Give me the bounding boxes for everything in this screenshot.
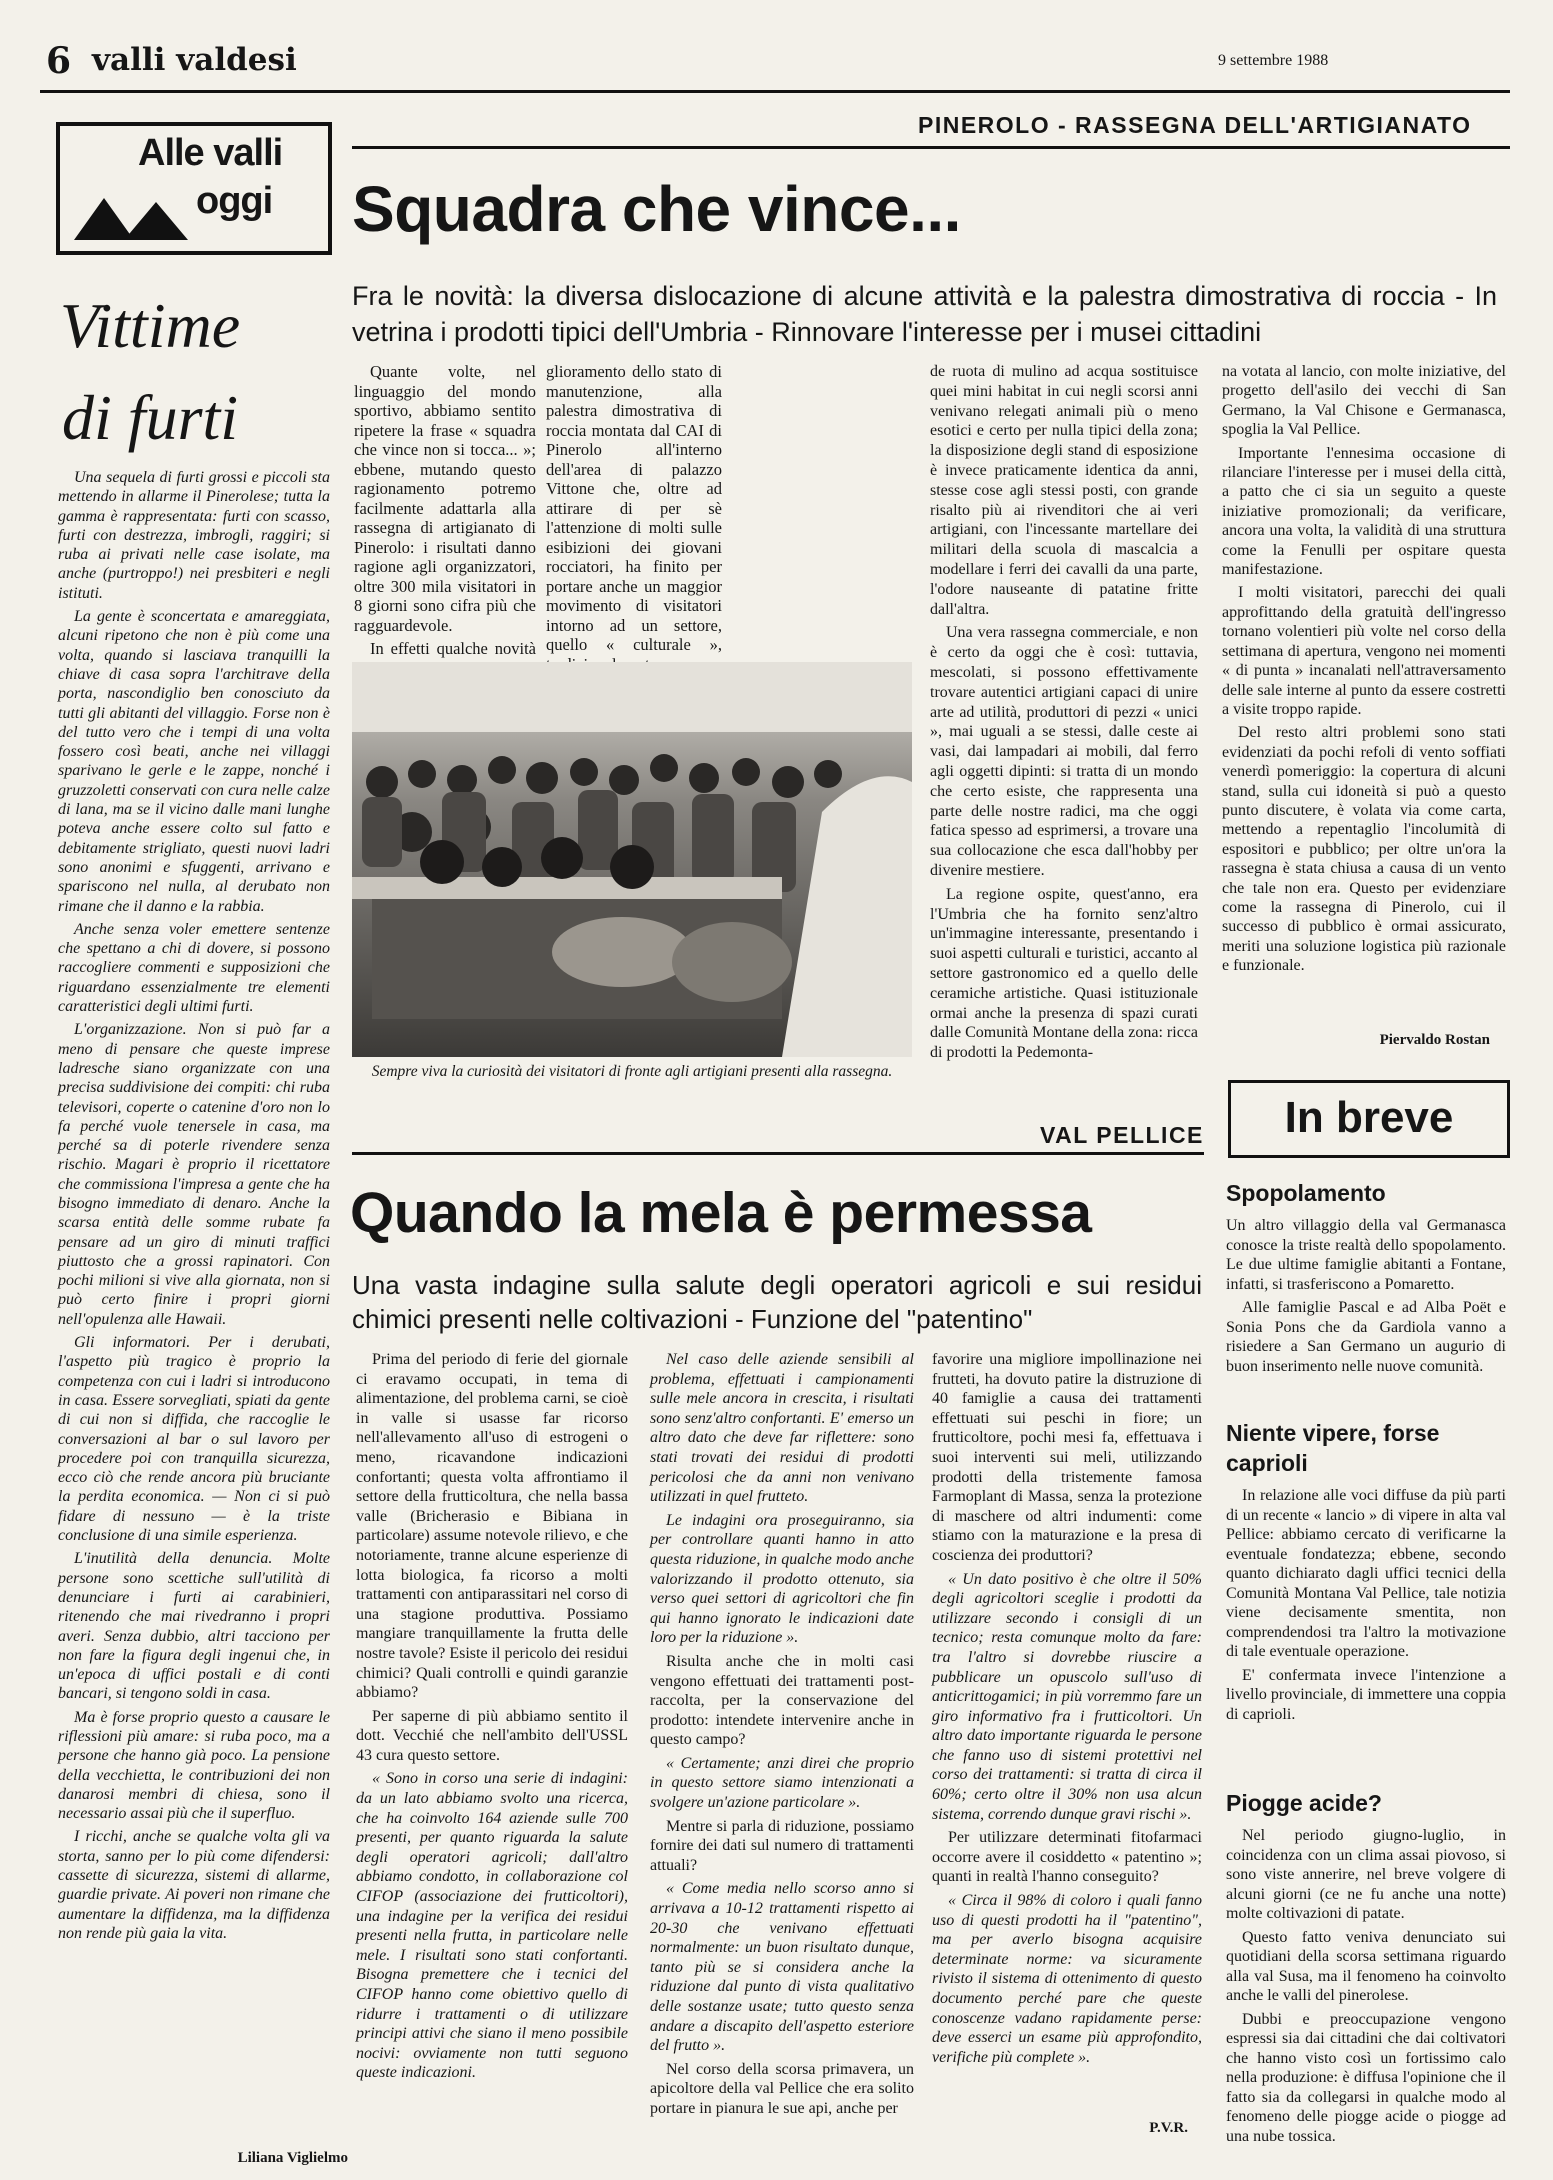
fair-visitors-photo xyxy=(352,662,912,1057)
mela-section-rule xyxy=(352,1152,1204,1155)
vittime-paragraph: La gente è sconcertata e amareggiata, alcuni ripetono che non è più come una volta, quando si lasciava tranquilli la chiave di casa sopra l'architrave della porta, nascondiglio ben conosciuto da tutti gli abitanti del villaggio. Forse non è del tutto vero che i tempi di una volta fossero così beati, anche nei villaggi sparivano le gerle e le zappe, nonché i gruzzoletti conservati con cura nelle calze di lana, ma se il vicino dalle mani lunghe poteva anche essere colto sul fatto e debitamente strigliato, questi nuovi ladri sono anonimi e sfuggenti, arrivano e spariscono nel nulla, al derubato non rimane che il danno e la rabbia. xyxy=(58,608,330,915)
breve-item-heading: Niente vipere, forse caprioli xyxy=(1226,1420,1440,1476)
mountains-icon xyxy=(74,196,192,240)
squadra-paragraph: na votata al lancio, con molte iniziative, del progetto dell'asilo dei vecchi di San Germano, la Val Chisone e Germanasca, spoglia la Val Pellice. xyxy=(1222,363,1506,439)
mela-column-1 xyxy=(356,1350,628,2087)
mela-paragraph: Nel corso della scorsa primavera, un apicoltore della val Pellice che era solito portare in pianura le sue api, anche per xyxy=(650,2060,914,2117)
squadra-paragraph: de ruota di mulino ad acqua sostituisce quei mini habitat in cui negli scorsi anni venivano relegati animali più o meno esotici e certo per nulla tipici della zona; la disposizione degli stand di esposizione è invece praticamente identica da anni, stesse cose agli stessi posti, con grande risalto più ai rivenditori che ai veri artigiani, con l'incessante martellare dei militari della scuola di mascalcia a modellare i ferri dei cavalli da una parte, l'odore nauseante di patatine fritte dall'altra. xyxy=(930,363,1198,618)
mela-paragraph: Nel caso delle aziende sensibili al problema, effettuati i campionamenti sulle mele ancora in crescita, i risultati sono senz'altro confortanti. E' emerso un altro dato che deve far riflettere: sono stati trovati dei residui di prodotti pericolosi che da anni non venivano utilizzati in quel frutteto. xyxy=(650,1351,914,1506)
squadra-paragraph: glioramento dello stato di manutenzione, alla palestra dimostrativa di roccia montata dal CAI di Pinerolo all'interno dell'area di palazzo Vittone che, oltre ad attirare di per sè l'attenzione di molti sulle esibizioni dei giovani rocciatori, ha finito per portare anche un maggior movimento di visitatori intorno ad un settore, quello « culturale », xyxy=(546,362,722,654)
vittime-paragraph: L'inutilità della denuncia. Molte persone sono scettiche sull'utilità di denunciare i furti ai carabinieri, ritenendo che mai rivedranno i propri averi. Senza dubbio, altri tacciono per non fare la figura degli ingenui che, in un'epoca di uffici postali e di conti bancari, si tengono soldi in casa. xyxy=(58,1550,330,1703)
squadra-paragraph: In effetti qualche novità xyxy=(370,639,536,658)
mela-paragraph: Prima del periodo di ferie del giornale ci eravamo occupati, in tema di alimentazione, del problema carni, se cioè in valle si usasse far ricorso nell'allevamento all'uso di estrogeni o meno, ricavandone indicazioni confortanti; questa volta affrontiamo il settore della frutticoltura, che nella bassa valle (Bricherasio e Bibiana in particolare) assume notevole rilievo, e che notoriamente, tranne alcune esperienze di lotta biologica, fa ricorso a molti trattamenti con antiparassitari nel corso di una stagione produttiva. Possiamo mangiare tranquillamente la frutta delle nostre tavole? Esiste il pericolo dei residui chimici? Quali controlli e quindi garanzie abbiamo? xyxy=(356,1351,628,1702)
squadra-paragraph: Importante l'ennesima occasione di rilanciare l'interesse per i musei della città, a patto che ci sia un seguito a queste iniziative promozionali; da verificare, ancora una volta, la validità di una struttura come la Fenulli per ospitare questa manifestazione. xyxy=(1222,444,1506,579)
mela-paragraph: « Un dato positivo è che oltre il 50% degli agricoltori sceglie i prodotti da utilizzare secondo i consigli di un tecnico; resta comunque molto da fare: tra l'altro si dovrebbe riuscire a pubblicare un opuscolo sull'uso di anticrittogamici; in più vorremmo fare un giro informativo fra i frutticoltori. Un altro dato importante riguarda le persone che fanno uso di sistemi protettivi nel corso dei trattamenti: si tratta di circa il 60%; certo oltre il 30% non usa alcun sistema, correndo dunque gravi rischi ». xyxy=(932,1570,1202,1823)
issue-date: 9 settembre 1988 xyxy=(1218,52,1329,69)
mela-paragraph: « Circa il 98% di coloro i quali fanno uso di questi prodotti ha il "patentino", ma per averlo bisogna acquisire determinate norme: va sicuramente rivisto il sistema di ottenimento di questo documento perché pare che queste conoscenze vadano rapidamente perse: deve esserci un esame più approfondito, verifiche più complete ». xyxy=(932,1892,1202,2066)
column-logo xyxy=(56,122,332,255)
vittime-body xyxy=(58,468,330,1947)
vittime-paragraph: Anche senza voler emettere sentenze che spettano a chi di dovere, si possono raccogliere commenti e supposizioni che riguardano essenzialmente tre elementi caratteristici degli ultimi furti. xyxy=(58,920,330,1016)
vittime-paragraph: Gli informatori. Per i derubati, l'aspetto più tragico è proprio la competenza con cui i ladri si introducono in casa. Essere sorvegliati, spiati da gente di cui non si diffida, che raccoglie le conversazioni al bar o sul lavoro per procedere poi con tranquilla sicurezza, ecco ciò che rende ancora più bruciante la perdita economica. — Non ci si può fidare di nessuno — è la triste conclusione di una simile esperienza. xyxy=(58,1334,330,1545)
mela-column-3 xyxy=(932,1350,1202,2071)
squadra-headline: Squadra che vince... xyxy=(352,173,961,245)
breve-item-text xyxy=(1226,1826,1506,2150)
breve-paragraph: E' confermata invece l'intenzione a livello provinciale, di immettere una coppia di caprioli. xyxy=(1226,1666,1506,1723)
vittime-paragraph: L'organizzazione. Non si può far a meno di pensare che queste imprese ladresche siano organizzate con una precisa suddivisione dei compiti: chi ruba televisori, coperte o catenine d'oro non lo fa perché vuole tenersele in casa, ma perché sa di poterle rivendere senza rischio. Magari è proprio il ricettatore che commissiona l'impresa a gente che ha bisogno immediato di denaro. Anche la scarsa entità delle somme rubate fa pensare ad un giro di minuti traffici piuttosto che a grossi rapinatori. Con pochi milioni si vive alla giornata, non si può certo finire i propri giorni nell'opulenza alle Hawaii. xyxy=(58,1021,330,1328)
mela-paragraph: « Come media nello scorso anno si arrivava a 10-12 trattamenti rispetto ai 20-30 che venivano effettuati normalmente: un buon risultato dunque, tanto più se si considera anche la riduzione dal punto di vista qualitativo delle sostanze usate; tutto questo senza andare a discapito dell'aspetto esteriore del frutto ». xyxy=(650,1880,914,2055)
breve-paragraph: Alle famiglie Pascal e ad Alba Poët e Sonia Pons che da Gardiola vanno a risiedere a San Germano un augurio di buon inserimento nelle nuove comunità. xyxy=(1226,1299,1506,1375)
breve-paragraph: Un altro villaggio della val Germanasca conosce la triste realtà dello spopolamento. Le due ultime famiglie abitanti a Fontane, infatti, si trasferiscono a Pomaretto. xyxy=(1226,1217,1506,1293)
squadra-deck: Fra le novità: la diversa dislocazione di alcune attività e la palestra dimostrativa di roccia - In vetrina i prodotti tipici dell'Umbria - Rinnovare l'interesse per i musei cittadini xyxy=(352,281,1497,347)
vittime-headline-line1: Vittime xyxy=(60,290,241,361)
breve-paragraph: In relazione alle voci diffuse da più parti di un recente « lancio » di vipere in alta val Pellice: abbiamo cercato di verificarne la eventuale fondatezza; ebbene, secondo quanto dichiarato dagli uffici tecnici della Comunità Montana Val Pellice, tale notizia viene decisamente smentita, non comprendendosi tra l'altro la motivazione di tale eventuale operazione. xyxy=(1226,1487,1506,1660)
page-number: 6 xyxy=(46,40,72,82)
newspaper-name: valli valdesi xyxy=(92,42,297,78)
in-breve-box: In breve xyxy=(1228,1080,1510,1158)
photo-caption: Sempre viva la curiosità dei visitatori di fronte agli artigiani presenti alla rassegna. xyxy=(371,1063,893,1080)
vittime-headline xyxy=(60,280,340,464)
mela-paragraph: Per utilizzare determinati fitofarmaci occorre avere il cosiddetto « patentino »; quanti in realtà l'hanno conseguito? xyxy=(932,1829,1202,1886)
vittime-headline-line2: di furti xyxy=(62,382,239,453)
breve-paragraph: Nel periodo giugno-luglio, in coincidenza con un clima assai piovoso, si sono viste annerire, nel breve volgere di alcuni giorni (ce ne fu anche una notte) molte coltivazioni di patate. xyxy=(1226,1827,1506,1922)
mela-deck: Una vasta indagine sulla salute degli operatori agricoli e sui residui chimici presenti nelle coltivazioni - Funzione del "patentino" xyxy=(352,1270,1202,1334)
squadra-section-label: PINEROLO - RASSEGNA DELL'ARTIGIANATO xyxy=(918,112,1472,138)
squadra-byline: Piervaldo Rostan xyxy=(1379,1032,1490,1048)
squadra-column-4 xyxy=(1222,362,1506,980)
vittime-paragraph: Una sequela di furti grossi e piccoli sta mettendo in allarme il Pinerolese; tutta la gamma è rappresentata: furti con scasso, furti con destrezza, imbrogli, raggiri; si ruba ai privati nelle case isolate, ma anche (purtroppo!) nei presbiteri e negli istituti. xyxy=(58,469,330,602)
breve-item-text xyxy=(1226,1216,1506,1380)
squadra-section-rule xyxy=(352,146,1510,149)
breve-item-text xyxy=(1226,1486,1506,1728)
squadra-paragraph: Quante volte, nel linguaggio del mondo sportivo, abbiamo sentito ripetere la frase « squadra che vince non si tocca... »; ebbene, mutando questo ragionamento potremo facilmente adattarla alla rassegna di artigianato di Pinerolo: i risultati danno ragione agli organizzatori, oltre 300 mila visitatori in 8 giorni sono cifra più che ragguardevole. xyxy=(354,362,536,635)
mela-paragraph: « Sono in corso una serie di indagini: da un lato abbiamo svolto una ricerca, che ha coinvolto 164 aziende sulle 700 presenti, per quanto riguarda la salute degli operatori agricoli; dall'altro abbiamo condotto, in collaborazione col CIFOP (associazione dei frutticoltori), una indagine per la verifica dei residui presenti nella frutta, in particolare nelle mele. I risultati sono stati confortanti. Bisogna premettere che i tecnici del CIFOP hanno come obiettivo quello di ridurre i trattamenti o di utilizzare principi attivi che siano il meno possibile nocivi: ovviamente non tutti seguono queste indicazioni. xyxy=(356,1770,628,2082)
mela-paragraph: Mentre si parla di riduzione, possiamo fornire dei dati sul numero di trattamenti attuali? xyxy=(650,1817,914,1874)
breve-paragraph: Dubbi e preoccupazione vengono espressi sia dai cittadini che dai coltivatori che hanno visto così un fortissimo calo nella produzione: è diffusa l'opinione che il fatto sia da collegarsi in qualche modo al fenomeno delle piogge acide o piogge ad una nube tossica. xyxy=(1226,2010,1506,2145)
mela-column-2 xyxy=(650,1350,914,2123)
mela-paragraph: « Certamente; anzi direi che proprio in questo settore siamo intenzionati a svolgere un'azione particolare ». xyxy=(650,1754,914,1812)
mela-headline: Quando la mela è permessa xyxy=(350,1181,1092,1245)
squadra-column-3 xyxy=(930,362,1198,1067)
squadra-paragraph: I molti visitatori, parecchi dei quali approfittando della gratuità dell'ingresso tornano volentieri più volte nel corso della settimana di apertura, vengono nei momenti « di punta » incanalati nell'attraversamento delle sale interne al punto da essere costretti a visite troppo rapide. xyxy=(1222,584,1506,718)
mela-paragraph: Le indagini ora proseguiranno, sia per controllare quanti hanno in atto questa riduzione, in qualche modo anche valorizzando il prodotto ottenuto, sia verso quei settori di agricoltori che fin qui hanno ignorato le indicazioni date loro per la riduzione ». xyxy=(650,1511,914,1647)
breve-item-heading: Spopolamento xyxy=(1226,1180,1386,1206)
vittime-paragraph: I ricchi, anche se qualche volta gli va storta, sanno per lo più come difendersi: cassette di sicurezza, sistemi di allarme, guardie private. Ai poveri non rimane che aumentare la diffidenza, ma la diffidenza non rende più gaia la vita. xyxy=(58,1828,330,1942)
breve-paragraph: Questo fatto veniva denunciato sui quotidiani della scorsa settimana riguardo alla val Susa, ma il fenomeno ha coinvolto anche le valli del pinerolese. xyxy=(1226,1928,1506,2004)
mela-paragraph: Risulta anche che in molti casi vengono effettuati dei trattamenti post-raccolta, per la conservazione del prodotto: intendete intervenire anche in questo campo? xyxy=(650,1652,914,1749)
column-logo-line1: Alle valli xyxy=(138,132,283,174)
vittime-byline: Liliana Viglielmo xyxy=(237,2150,348,2166)
breve-item-heading: Piogge acide? xyxy=(1226,1790,1382,1816)
vittime-paragraph: Ma è forse proprio questo a causare le riflessioni più amare: si ruba poco, ma a persone che hanno già poco. La pensione della vecchietta, le contribuzioni dei non danarosi membri di chiesa, sono il necessario assai più che il superfluo. xyxy=(58,1708,330,1823)
squadra-paragraph: Una vera rassegna commerciale, e non è certo da oggi che è così: tuttavia, mescolati, si possono effettivamente trovare autentici artigiani capaci di unire arte ad utilità, produttori di pezzi « unici », mai uguali a se stessi, dalle ceste ai vasi, dai lampadari ai mobili, dal ferro agli oggetti dipinti: si tratta di un mondo che certo esiste, che rappresenta una parte delle nostre radici, ma che oggi fatica spesso ad esprimersi, a trovare una sua collocazione che esca dall'hobby per divenire mestiere. xyxy=(930,624,1198,879)
mela-byline: P.V.R. xyxy=(1149,2120,1188,2136)
mela-paragraph: Per saperne di più abbiamo sentito il dott. Vecchié che nell'ambito dell'USSL 43 cura questo settore. xyxy=(356,1707,628,1764)
squadra-paragraph: La regione ospite, quest'anno, era l'Umbria che ha fornito senz'altro un'immagine interessante, presentando i suoi aspetti culturali e turistici, accanto al settore gastronomico ed a quello delle ceramiche artistiche. Quasi istituzionale ormai anche la presenza di spazi curati dalle Comunità Montane della zona: ricca di prodotti la Pedemonta- xyxy=(930,885,1198,1062)
mela-paragraph: favorire una migliore impollinazione nei frutteti, ha dovuto patire la distruzione di 40 famiglie a causa dei trattamenti effettuati sui peschi in fiore; un frutticoltore, pochi mesi fa, effettuava i suoi interventi sui meli, utilizzando prodotti della tristemente famosa Farmoplant di Massa, senza la protezione di maschere od altri indumenti: come stiamo con la maturazione e la presa di coscienza dei produttori? xyxy=(932,1351,1202,1564)
column-logo-line2: oggi xyxy=(196,180,273,222)
masthead-rule xyxy=(40,90,1510,93)
crowd-photo-graphic xyxy=(352,662,912,1057)
mela-section-label: VAL PELLICE xyxy=(1040,1122,1204,1148)
squadra-paragraph: Del resto altri problemi sono stati evidenziati da pochi refoli di vento soffiati venerdì pomeriggio: la copertura di alcuni stand, sulla cui idoneità si può a questo punto discutere, è volata via come carta, mettendo a repentaglio l'incolumità di espositori e pubblico; per oltre un'ora la rassegna è stata chiusa a causa di un vento che tale non era. Questo per evidenziare come la rassegna di Pinerolo, cui il successo di pubblico è ormai assicurato, meriti una soluzione logistica più razionale e funzionale. xyxy=(1222,724,1506,975)
